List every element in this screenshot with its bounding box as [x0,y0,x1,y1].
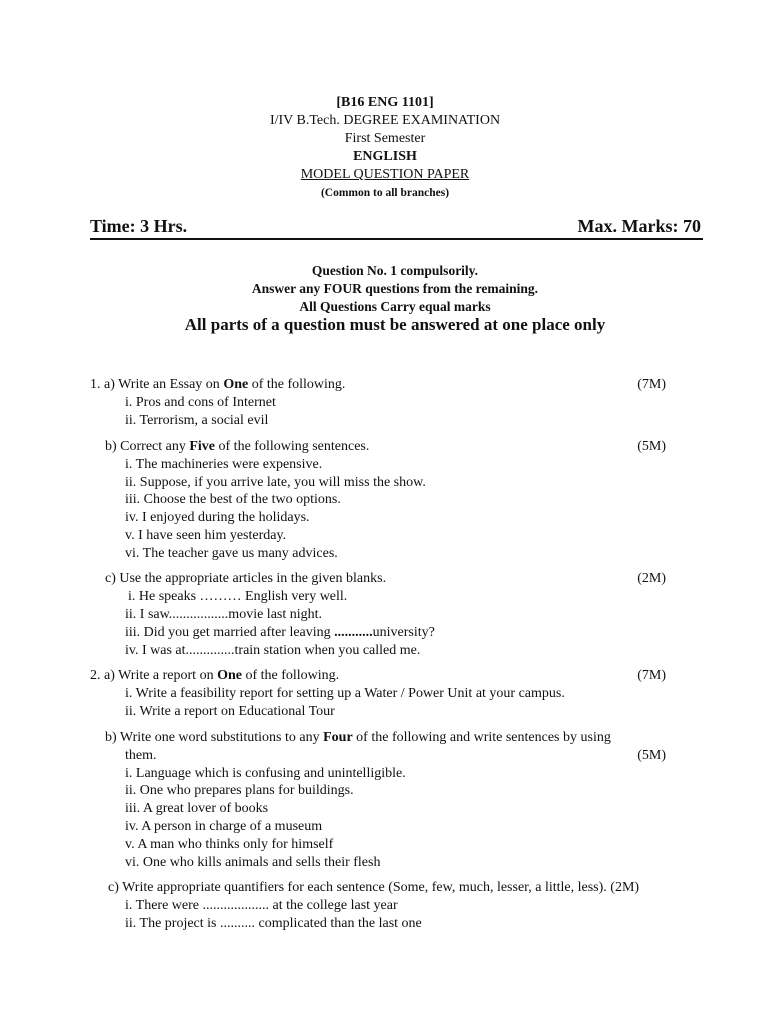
exam-title: I/IV B.Tech. DEGREE EXAMINATION [269,113,501,128]
q1c-text: c) Use the appropriate articles in the given blanks. [105,571,387,586]
list-item: ii. Suppose, if you arrive late, you will miss the show. [125,475,426,490]
list-item: iii. Did you get married after leaving ...........university? [125,625,435,640]
list-item: i. Pros and cons of Internet [125,395,276,410]
q2a-marks: (7M) [637,668,666,683]
instruction-1: Question No. 1 compulsorily. [311,263,479,278]
q1a-text: 1. a) Write an Essay on One of the following. [90,377,346,392]
list-item: vi. The teacher gave us many advices. [125,546,338,561]
list-item: ii. I saw.................movie last night. [125,607,323,622]
q1a-marks: (7M) [637,377,666,392]
list-item: v. A man who thinks only for himself [125,837,334,852]
list-item: v. I have seen him yesterday. [125,528,287,543]
list-item: ii. Terrorism, a social evil [125,413,269,428]
q2b-text-continued: them. [125,748,157,763]
instruction-4: All parts of a question must be answered at one place only [184,315,606,334]
list-item: i. He speaks ……… English very well. [128,589,348,604]
q2c-text: c) Write appropriate quantifiers for each sentence (Some, few, much, lesser, a little, less). (2M) [108,880,640,895]
q1b-marks: (5M) [637,439,666,454]
list-item: i. There were ................... at the college last year [125,898,398,913]
list-item: iv. A person in charge of a museum [125,819,323,834]
list-item: i. Language which is confusing and unintelligible. [125,766,406,781]
q2b-text: b) Write one word substitutions to any Four of the following and write sentences by using [105,730,611,745]
list-item: vi. One who kills animals and sells their flesh [125,855,381,870]
paper-type: MODEL QUESTION PAPER [300,167,470,182]
list-item: iv. I was at..............train station when you called me. [125,643,421,658]
list-item: ii. Write a report on Educational Tour [125,704,335,719]
list-item: iii. Choose the best of the two options. [125,492,341,507]
max-marks-label: Max. Marks: 70 [577,216,701,236]
list-item: i. Write a feasibility report for setting up a Water / Power Unit at your campus. [125,686,565,701]
list-item: iv. I enjoyed during the holidays. [125,510,310,525]
list-item: iii. A great lover of books [125,801,269,816]
time-label: Time: 3 Hrs. [90,216,188,236]
paper-type-row [0,166,770,184]
time-marks-bar [90,216,703,240]
q1b-text: b) Correct any Five of the following sentences. [105,439,370,454]
common-note: (Common to all branches) [320,187,450,199]
subject: ENGLISH [353,149,417,164]
list-item: ii. The project is .......... complicated than the last one [125,916,422,931]
course-code: [B16 ENG 1101] [336,95,434,110]
q2b-marks: (5M) [637,748,666,763]
list-item: i. The machineries were expensive. [125,457,323,472]
q1c-marks: (2M) [637,571,666,586]
instruction-2: Answer any FOUR questions from the remaining. [251,281,539,296]
q2a-text: 2. a) Write a report on One of the following. [90,668,340,683]
semester: First Semester [344,131,426,146]
list-item: ii. One who prepares plans for buildings. [125,783,354,798]
instruction-3: All Questions Carry equal marks [299,299,491,314]
